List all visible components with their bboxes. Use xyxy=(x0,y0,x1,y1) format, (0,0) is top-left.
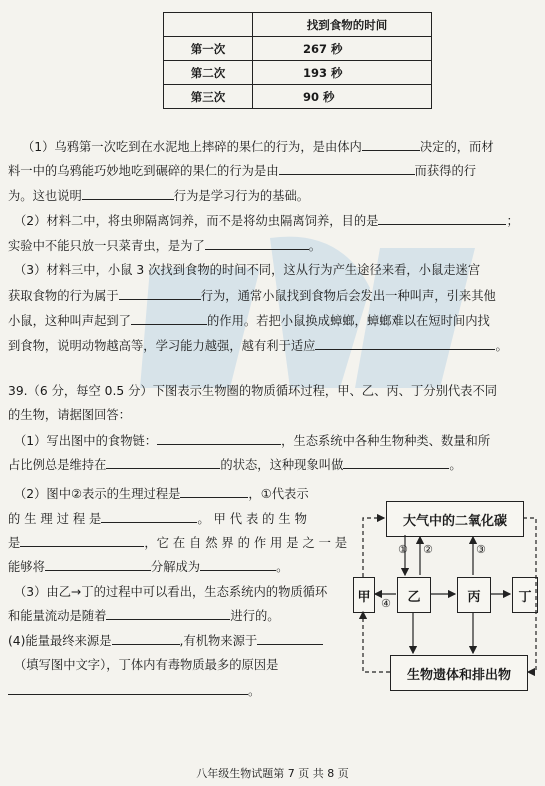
table-cell: 第三次 xyxy=(164,85,253,109)
table-cell: 267 秒 xyxy=(253,37,432,61)
remains-box: 生物遗体和排出物 xyxy=(390,655,528,691)
atmosphere-co2-box: 大气中的二氧化碳 xyxy=(386,501,524,537)
table-row xyxy=(164,61,432,85)
answer-blank[interactable] xyxy=(362,138,420,151)
page-footer: 八年级生物试题第 7 页 共 8 页 xyxy=(196,767,349,780)
table-cell: 第一次 xyxy=(164,37,253,61)
q39-line-13: 。 xyxy=(8,682,260,699)
organism-yi-box: 乙 xyxy=(397,577,431,613)
table-header-cell xyxy=(164,13,253,37)
q38-line-2: 料一中的乌鸦能巧妙地吃到碾碎的果仁的行为是由 而获得的行 xyxy=(8,164,477,178)
q38-line-8: 小鼠，这种叫声起到了 的作用。若把小鼠换成蟑螂，蟑螂难以在短时间内找 xyxy=(8,314,490,328)
q39-line-12: （填写图中文字），丁体内有毒物质最多的原因是 xyxy=(14,658,279,672)
answer-blank[interactable] xyxy=(101,510,197,523)
q39-line-11: (4)能量最终来源是 ,有机物来源于 xyxy=(8,632,323,649)
label-2: ② xyxy=(423,543,433,556)
answer-blank[interactable] xyxy=(106,607,230,620)
table-cell: 第二次 xyxy=(164,61,253,85)
answer-blank[interactable] xyxy=(112,632,180,645)
label-1: ① xyxy=(398,543,408,556)
q38-line-7: 获取食物的行为属于 行为，通常小鼠找到食物后会发出一种叫声，引来其他 xyxy=(8,289,496,303)
data-table xyxy=(163,12,432,109)
answer-blank[interactable] xyxy=(315,337,495,350)
q38-line-9: 到食物，说明动物越高等，学习能力越强，越有利于适应 。 xyxy=(8,339,508,353)
answer-blank[interactable] xyxy=(20,534,144,547)
table-row xyxy=(164,85,432,109)
organism-bing-box: 丙 xyxy=(457,577,491,613)
table-header-cell: 找到食物的时间 xyxy=(253,13,432,37)
cycle-arrows xyxy=(340,490,545,705)
q39-line-3: （1）写出图中的食物链： ，生态系统中各种生物种类、数量和所 xyxy=(14,434,491,448)
organism-ding-box: 丁 xyxy=(512,577,538,613)
answer-blank[interactable] xyxy=(378,212,506,225)
answer-blank[interactable] xyxy=(131,312,207,325)
table-header-row xyxy=(164,13,432,37)
q39-line-9: （3）由乙→丁的过程中可以看出，生态系统内的物质循环 xyxy=(14,585,328,599)
q39-line-2: 的生物，请据图回答： xyxy=(8,408,131,422)
answer-blank[interactable] xyxy=(257,632,323,645)
label-3: ③ xyxy=(476,543,486,556)
table-cell: 193 秒 xyxy=(253,61,432,85)
q38-line-5: 实验中不能只放一只菜青虫，是为了 。 xyxy=(8,239,322,253)
q39-line-5: （2）图中②表示的生理过程是 ，①代表示 xyxy=(14,487,309,501)
answer-blank[interactable] xyxy=(106,456,220,469)
q38-line-6: （3）材料三中，小鼠 3 次找到食物的时间不同，这从行为产生途径来看，小鼠走迷宫 xyxy=(14,263,481,277)
answer-blank[interactable] xyxy=(200,558,276,571)
answer-blank[interactable] xyxy=(8,682,248,695)
organism-jia-box: 甲 xyxy=(353,577,375,613)
answer-blank[interactable] xyxy=(180,485,248,498)
q38-line-4: （2）材料二中，将虫卵隔离饲养，而不是将幼虫隔离饲养，目的是 ； xyxy=(14,214,519,228)
answer-blank[interactable] xyxy=(82,187,174,200)
answer-blank[interactable] xyxy=(45,558,151,571)
answer-blank[interactable] xyxy=(343,456,449,469)
answer-blank[interactable] xyxy=(205,237,309,250)
label-4: ④ xyxy=(381,597,391,610)
table-row xyxy=(164,37,432,61)
answer-blank[interactable] xyxy=(119,287,201,300)
q39-line-7: 是 ，它 在 自 然 界 的 作 用 是 之 一 是 xyxy=(8,536,348,550)
q38-line-1: （1）乌鸦第一次吃到在水泥地上摔碎的果仁的行为，是由体内 决定的，而材 xyxy=(22,140,494,154)
q39-line-4: 占比例总是维持在 的状态，这种现象叫做 。 xyxy=(8,458,462,472)
q39-line-10: 和能量流动是随着 进行的。 xyxy=(8,609,280,623)
answer-blank[interactable] xyxy=(157,432,281,445)
q38-line-3: 为。这也说明 行为是学习行为的基础。 xyxy=(8,189,310,203)
q39-line-1: 39.（6 分，每空 0.5 分）下图表示生物圈的物质循环过程，甲、乙、丙、丁分别代表不同 xyxy=(8,384,498,398)
q39-line-8: 能够将 分解成为 。 xyxy=(8,560,289,574)
table-cell: 90 秒 xyxy=(253,85,432,109)
q39-line-6: 的 生 理 过 程 是 。 甲 代 表 的 生 物 xyxy=(8,512,307,526)
answer-blank[interactable] xyxy=(279,162,415,175)
